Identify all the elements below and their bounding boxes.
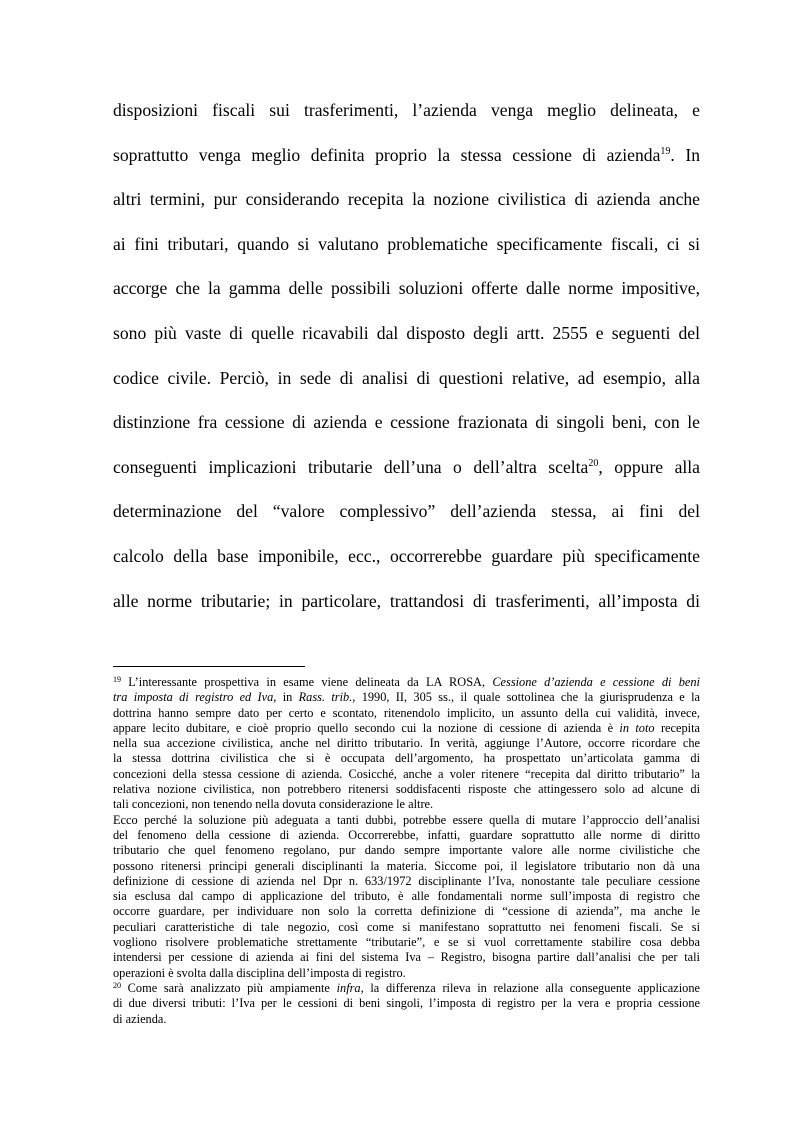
- footnote-19-line: sia esclusa dal campo di applicazione del tributo, è alle fondamentali norme sull’imposta di registro che: [113, 889, 700, 904]
- footnote-19-line: dottrina hanno sempre dato per certo e scontato, ritenendolo implicito, un assunto della cui validità, invece,: [113, 705, 700, 720]
- footnote-19-line: tributario che quel fenomeno regolano, pur dando sempre importante valore alle norme civilistiche che: [113, 843, 700, 858]
- body-text-segment: , oppure alla: [598, 456, 700, 477]
- footnote-19-line: tali concezioni, non tenendo nella dovuta considerazione le altre.: [113, 797, 434, 812]
- footnote-ref-19[interactable]: 19: [660, 145, 671, 157]
- footnote-19-line: definizione di cessione di azienda nel Dpr n. 633/1972 disciplinante l’Iva, nonostante tale peculiare cessione: [113, 873, 700, 888]
- footnote-text: in: [276, 690, 299, 705]
- footnote-text: appare lecito dubitare, e cioè proprio quello secondo cui la nozione di cessione di azienda è: [113, 720, 620, 735]
- footnote-19-line: [113, 721, 700, 736]
- footnote-italic-title: tra imposta di registro ed Iva,: [113, 690, 277, 705]
- footnote-19-line: concezioni della stessa cessione di azienda. Cosicché, anche a voler ritenere “recepita dal diritto tributario” la: [113, 766, 700, 781]
- footnote-20-marker: 20: [113, 980, 121, 990]
- body-text-segment: alle norme tributarie; in particolare, trattandosi di trasferimenti, all’imposta di: [113, 590, 700, 611]
- body-line-6: [113, 311, 700, 356]
- body-line-7: [113, 356, 700, 401]
- footnote-19-line: peculiari caratteristiche di tale negozio, così come si manifestano soprattutto nei fenomeni fiscali. Se si: [113, 919, 700, 934]
- footnote-separator: [113, 666, 305, 667]
- body-line-9: [113, 445, 700, 490]
- body-line-1: [113, 88, 700, 133]
- footnote-italic-term: in toto: [619, 720, 655, 735]
- body-text-segment: distinzione fra cessione di azienda e cessione frazionata di singoli beni, con le: [113, 412, 700, 433]
- footnote-19-line: del fenomeno della cessione di azienda. Occorrerebbe, infatti, guardare soprattutto alle norme di diritto: [113, 827, 700, 842]
- footnote-text: L’interessante prospettiva in esame viene delineata da LA ROSA,: [121, 675, 493, 689]
- footnote-italic-term: infra,: [336, 980, 364, 995]
- footnote-text: Come sarà analizzato più ampiamente: [121, 980, 337, 995]
- body-text-segment: calcolo della base imponibile, ecc., occorrerebbe guardare più specificamente: [113, 545, 700, 566]
- footnote-ref-20[interactable]: 20: [588, 457, 599, 469]
- body-line-8: [113, 400, 700, 445]
- body-text-segment: soprattutto venga meglio definita proprio la stessa cessione di azienda: [113, 144, 661, 165]
- footnote-20-line: [113, 981, 700, 996]
- footnote-19-line: Ecco perché la soluzione più adeguata a tanti dubbi, potrebbe essere quella di mutare l’approccio dell’analisi: [113, 812, 700, 827]
- body-text-segment: codice civile. Perciò, in sede di analisi di questioni relative, ad esempio, alla: [113, 367, 700, 388]
- body-line-2: [113, 133, 700, 178]
- footnote-19-marker: 19: [113, 675, 121, 684]
- body-text-segment: altri termini, pur considerando recepita la nozione civilistica di azienda anche: [113, 189, 700, 210]
- footnote-text: recepita: [654, 720, 701, 735]
- footnote-19-line: [113, 690, 700, 705]
- footnote-19-line: [113, 675, 700, 690]
- body-text-segment: sono più vaste di quelle ricavabili dal disposto degli artt. 2555 e seguenti del: [113, 322, 700, 343]
- footnote-text: 1990, II, 305 ss., il quale sottolinea che la giurisprudenza e la: [355, 690, 700, 705]
- footnote-italic-title: Cessione d’azienda e cessione di beni: [492, 675, 700, 689]
- footnote-19-line: nella sua accezione civilistica, anche nel diritto tributario. In verità, aggiunge l’Autore, occorre ricordare che: [113, 736, 700, 751]
- footnote-19-line: possono ritenersi principi generali disciplinanti la materia. Siccome poi, il legislatore tributario non dà una: [113, 858, 700, 873]
- footnote-italic-journal: Rass. trib.,: [298, 690, 356, 705]
- footnote-19-line: relativa nozione civilistica, non potrebbero ritenersi soddisfacenti risposte che attingessero solo ad alcune di: [113, 782, 700, 797]
- footnotes: [113, 675, 700, 1027]
- body-text-segment: accorge che la gamma delle possibili soluzioni offerte dalle norme impositive,: [113, 278, 700, 299]
- footnote-19-line: occorre guardare, per individuare non solo la corretta definizione di “cessione di azienda”, ma anche le: [113, 904, 700, 919]
- main-text: [113, 88, 700, 623]
- body-text-segment: determinazione del “valore complessivo” dell’azienda stessa, ai fini del: [113, 501, 700, 522]
- body-line-3: [113, 177, 700, 222]
- footnote-20-line: di azienda.: [113, 1011, 167, 1026]
- body-text-segment: . In: [670, 144, 700, 165]
- footnote-20-line: di due diversi tributi: l’Iva per le cessioni di beni singoli, l’imposta di registro per la vera e propria cessione: [113, 996, 700, 1011]
- body-line-11: [113, 534, 700, 579]
- body-text-segment: conseguenti implicazioni tributarie dell’una o dell’altra scelta: [113, 456, 589, 477]
- footnote-text: la differenza rileva in relazione alla conseguente applicazione: [363, 980, 700, 995]
- body-line-12: [113, 579, 700, 624]
- body-line-10: [113, 489, 700, 534]
- footnote-19-line: vogliono risolvere problematiche strettamente “tributarie”, e se si vuol correttamente stabilire cosa debba: [113, 935, 700, 950]
- body-text-segment: ai fini tributari, quando si valutano problematiche specificamente fiscali, ci si: [113, 233, 700, 254]
- body-line-5: [113, 266, 700, 311]
- body-text-segment: disposizioni fiscali sui trasferimenti, l’azienda venga meglio delineata, e: [113, 100, 700, 120]
- footnote-19-line: la stessa dottrina civilistica che si è occupata dell’argomento, ha prospettato un’articolata gamma di: [113, 751, 700, 766]
- footnote-19-line: intendersi per cessione di azienda ai fini del sistema Iva – Registro, bisogna partire dall’analisi che per tali: [113, 950, 700, 965]
- footnote-19-line: operazioni è svolta dalla disciplina dell’imposta di registro.: [113, 965, 406, 980]
- body-line-4: [113, 222, 700, 267]
